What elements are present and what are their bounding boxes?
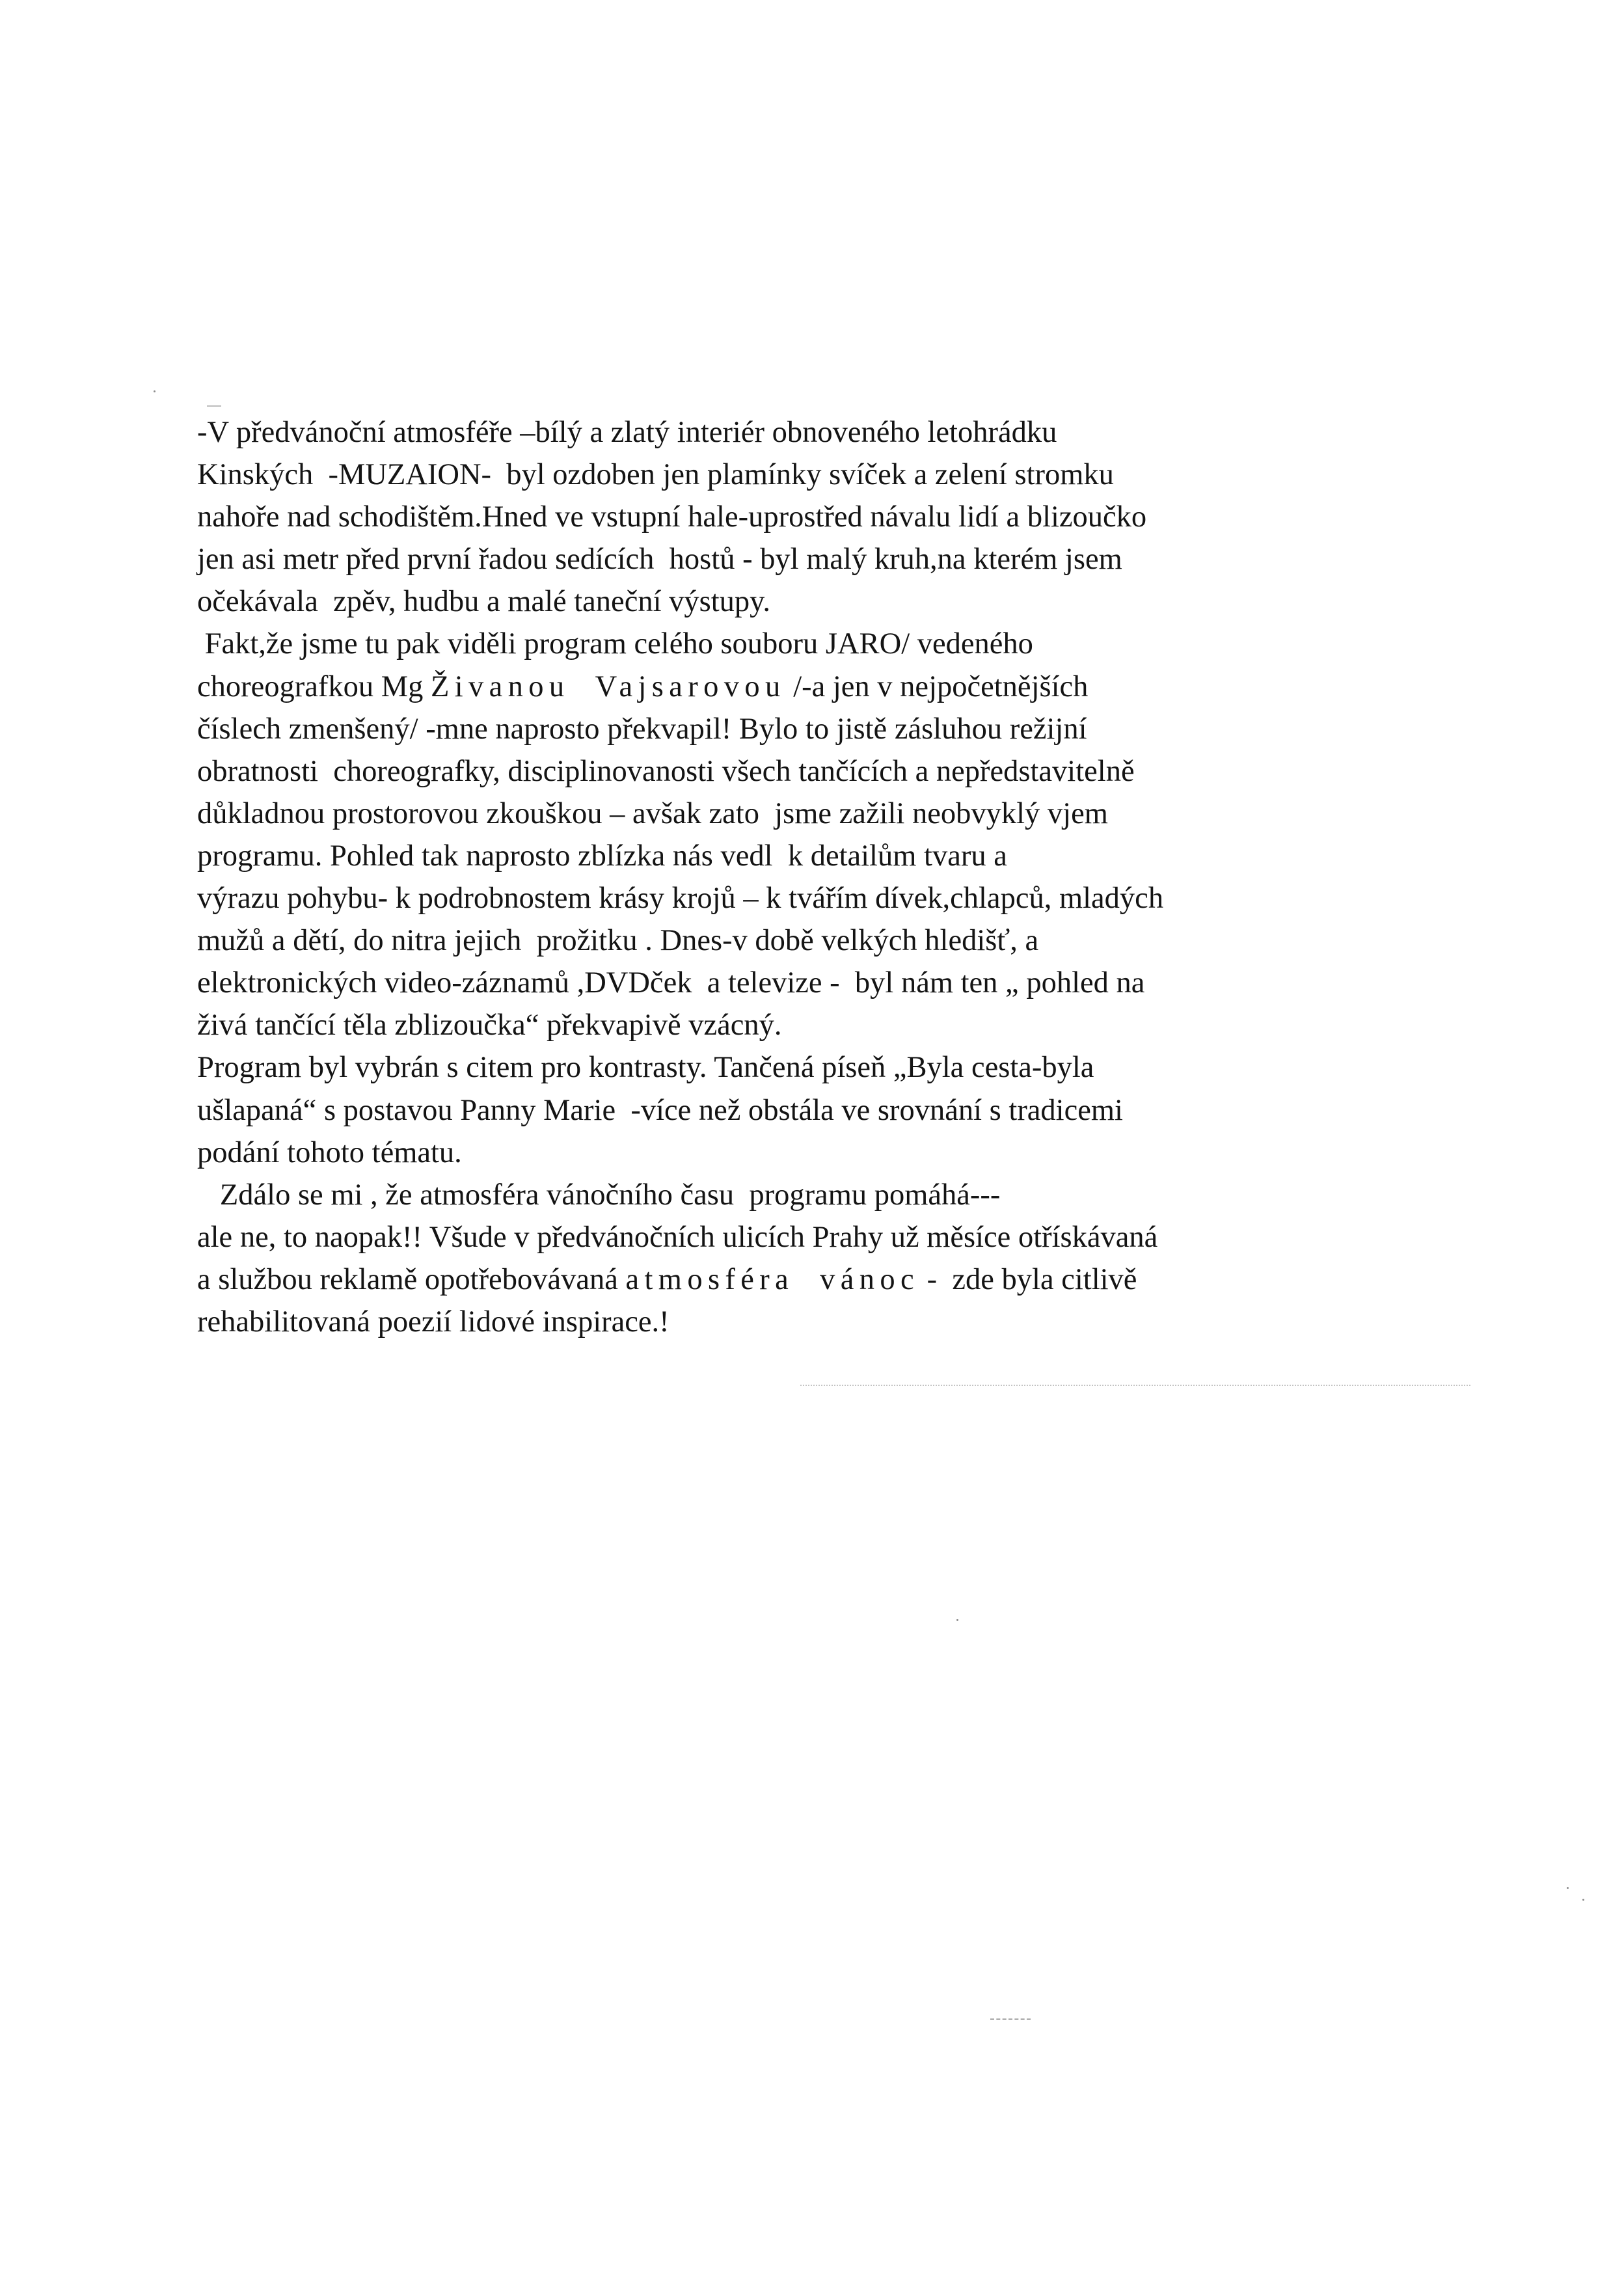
text-line: Zdálo se mi , že atmosféra vánočního času programu pomáhá--- — [197, 1178, 1001, 1212]
text-line: ušlapaná“ s postavou Panny Marie -více než obstála ve srovnání s tradicemi — [197, 1093, 1123, 1127]
text-line: Kinských -MUZAION- byl ozdoben jen plamínky svíček a zelení stromku — [197, 458, 1114, 492]
text-line: mužů a dětí, do nitra jejich prožitku . Dnes-v době velkých hledišť, a — [197, 924, 1039, 958]
scan-mark — [990, 2018, 1031, 2020]
scan-speck — [1582, 1899, 1584, 1901]
text-line — [197, 1258, 1472, 1301]
text-line: výrazu pohybu- k podrobnostem krásy krojů – k tvářím dívek,chlapců, mladých — [197, 882, 1164, 916]
text-line: ale ne, to naopak!! Všude v předvánočních ulicích Prahy už měsíce otřískávaná — [197, 1220, 1158, 1254]
text-line: jen asi metr před první řadou sedících hostů - byl malý kruh,na kterém jsem — [197, 543, 1122, 577]
line-start: choreografkou Mg — [197, 670, 431, 703]
text-line: programu. Pohled tak naprosto zblízka nás vedl k detailům tvaru a — [197, 839, 1007, 873]
text-line: podání tohoto tématu. — [197, 1135, 462, 1169]
body-text — [197, 411, 1472, 1343]
text-line: důkladnou prostorovou zkouškou – avšak zato jsme zažili neobvyklý vjem — [197, 796, 1108, 830]
faint-dotted-rule — [800, 1385, 1470, 1386]
line-end: /-a jen v nejpočetnějších — [785, 670, 1089, 703]
text-line: živá tančící těla zblizoučka“ překvapivě vzácný. — [197, 1009, 782, 1042]
scan-speck — [1567, 1887, 1569, 1889]
text-line: Program byl vybrán s citem pro kontrasty. Tančená píseň „Byla cesta-byla — [197, 1051, 1094, 1085]
text-line: obratnosti choreografky, disciplinovanosti všech tančících a nepředstavitelně — [197, 754, 1135, 788]
scan-speck — [154, 390, 156, 392]
text-line: Fakt,že jsme tu pak viděli program celého souboru JARO/ vedeného — [197, 627, 1033, 661]
line-end: - zde byla citlivě — [919, 1262, 1137, 1296]
line-start: a službou reklamě opotřebovávaná — [197, 1262, 626, 1296]
choreographer-name: Živanou Vajsarovou — [430, 670, 786, 703]
text-line: očekávala zpěv, hudbu a malé taneční výstupy. — [197, 585, 771, 619]
scan-speck — [956, 1619, 958, 1621]
spaced-phrase: atmosféra vánoc — [625, 1262, 920, 1296]
text-line: elektronických video-záznamů ,DVDček a televize - byl nám ten „ pohled na — [197, 966, 1145, 1000]
text-line: číslech zmenšený/ -mne naprosto překvapil! Bylo to jistě zásluhou režijní — [197, 712, 1087, 746]
text-line: nahoře nad schodištěm.Hned ve vstupní hale-uprostřed návalu lidí a blizoučko — [197, 500, 1147, 534]
scan-mark — [207, 405, 221, 407]
text-line: -V předvánoční atmosféře –bílý a zlatý interiér obnoveného letohrádku — [197, 416, 1057, 449]
text-line — [197, 666, 1472, 708]
text-line: rehabilitovaná poezií lidové inspirace.! — [197, 1305, 670, 1338]
